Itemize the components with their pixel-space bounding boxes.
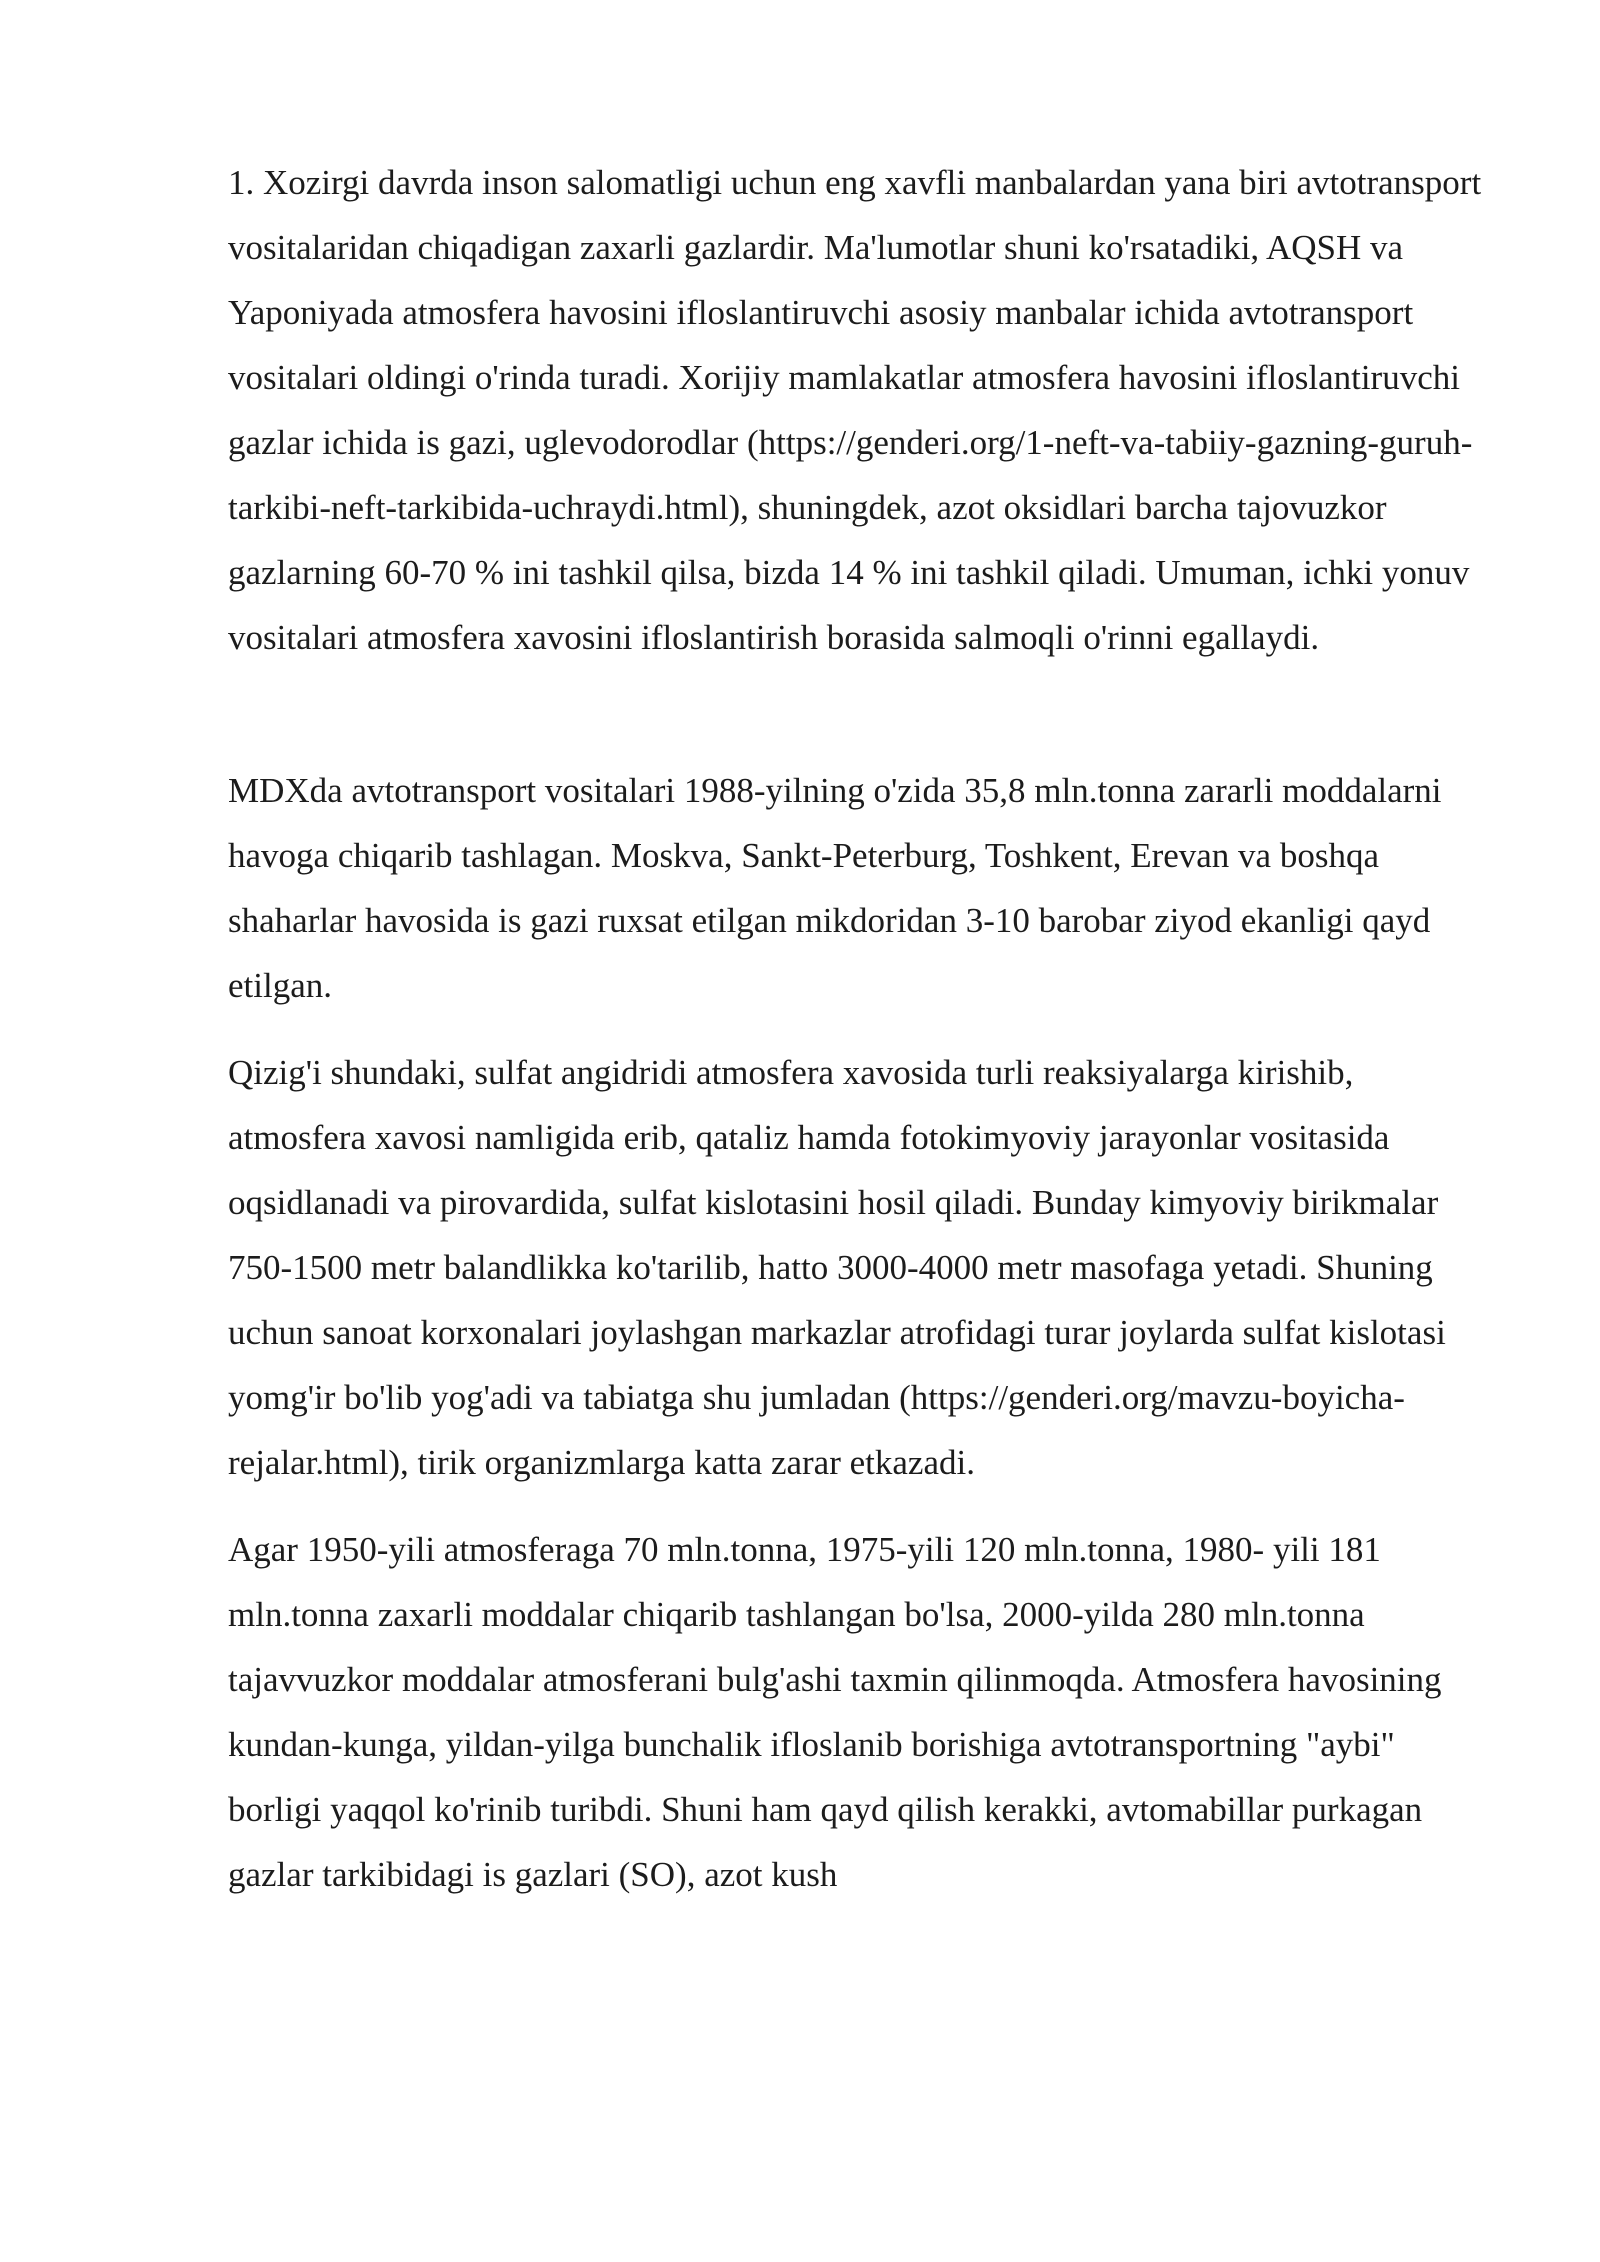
paragraph-4: Agar 1950-yili atmosferaga 70 mln.tonna, 1975-yili 120 mln.tonna, 1980- yili 181 mln.tonna zaxarli moddalar chiqarib tashlangan bo'lsa, 2000-yilda 280 mln.tonna tajavvuzkor moddalar atmosferani bulg'ashi taxmin qilinmoqda. Atmosfera havosining kundan-kunga, yildan-yilga bunchalik ifloslanib borishiga avtotransportning "aybi" borligi yaqqol ko'rinib turibdi. Shuni ham qayd qilish kerakki, avtomabillar purkagan gazlar tarkibidagi is gazlari (SO), azot kush <box>228 1530 1442 1894</box>
paragraph-1: 1. Xozirgi davrda inson salomatligi uchun eng xavfli manbalardan yana biri avtotransport vositalaridan chiqadigan zaxarli gazlardir. Ma'lumotlar shuni ko'rsatadiki, AQSH va Yaponiyada atmosfera havosini ifloslantiruvchi asosiy manbalar ichida avtotransport vositalari oldingi o'rinda turadi. Xorijiy mamlakatlar atmosfera havosini ifloslantiruvchi gazlar ichida is gazi, uglevodorodlar (https://genderi.org/1-neft-va-tabiiy-gazning-guruh-tarkibi-neft-tarkibida-uchraydi.html), shuningdek, azot oksidlari barcha tajovuzkor gazlarning 60-70 % ini tashkil qilsa, bizda 14 % ini tashkil qiladi. Umuman, ichki yonuv vositalari atmosfera xavosini ifloslantirish borasida salmoqli o'rinni egallaydi. <box>228 163 1482 657</box>
document-body <box>228 150 1488 1907</box>
paragraph-3: Qizig'i shundaki, sulfat angidridi atmosfera xavosida turli reaksiyalarga kirishib, atmosfera xavosi namligida erib, qataliz hamda fotokimyoviy jarayonlar vositasida oqsidlanadi va pirovardida, sulfat kislotasini hosil qiladi. Bunday kimyoviy birikmalar 750-1500 metr balandlikka ko'tarilib, hatto 3000-4000 metr masofaga yetadi. Shuning uchun sanoat korxonalari joylashgan markazlar atrofidagi turar joylarda sulfat kislotasi yomg'ir bo'lib yog'adi va tabiatga shu jumladan (https://genderi.org/mavzu-boyicha-rejalar.html), tirik organizmlarga katta zarar etkazadi. <box>228 1053 1446 1482</box>
paragraph-2: MDXda avtotransport vositalari 1988-yilning o'zida 35,8 mln.tonna zararli moddalarni havoga chiqarib tashlagan. Moskva, Sankt-Peterburg, Toshkent, Erevan va boshqa shaharlar havosida is gazi ruxsat etilgan mikdoridan 3-10 barobar ziyod ekanligi qayd etilgan. <box>228 771 1442 1005</box>
